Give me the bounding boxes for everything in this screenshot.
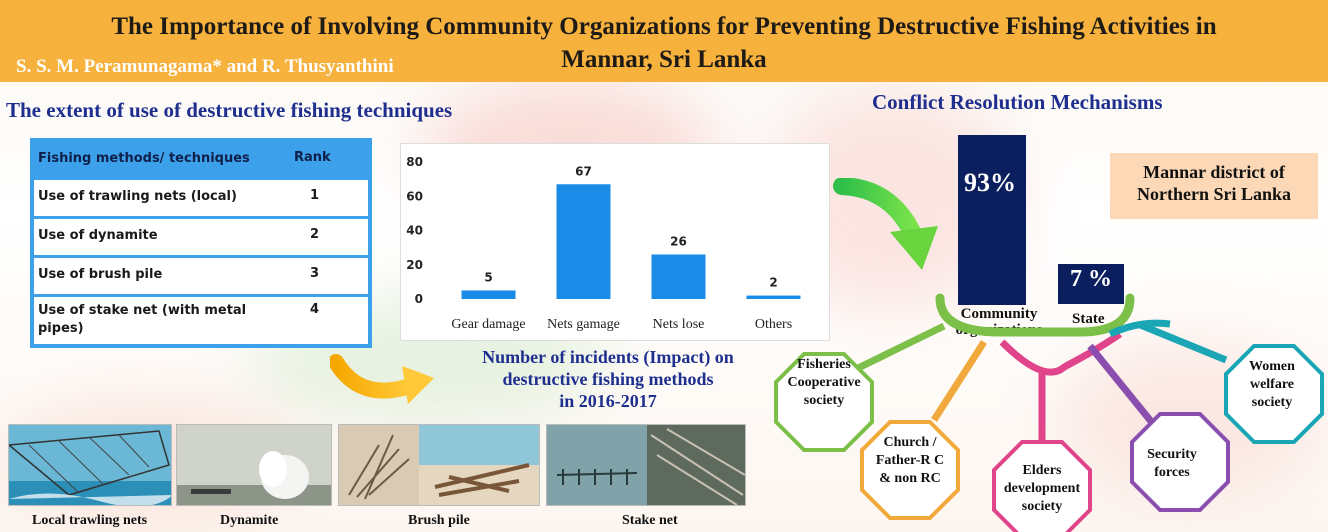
header-rank: Rank [294, 150, 331, 165]
chart-caption-line: Number of incidents (Impact) on [482, 347, 734, 367]
chart-caption [448, 346, 768, 412]
org-label-line: society [803, 393, 845, 408]
org-label-line: development [1003, 481, 1081, 496]
row-rank: 1 [310, 188, 320, 203]
y-tick-label: 20 [406, 257, 423, 272]
org-label-line: society [1021, 499, 1063, 514]
org-label-line: welfare [1249, 377, 1295, 392]
stake-net-image [547, 425, 746, 506]
curved-arrow-icon [832, 178, 952, 278]
extent-heading: The extent of use of destructive fishing techniques [6, 98, 453, 122]
org-label-line: Security [1147, 447, 1197, 462]
row-rank: 2 [310, 227, 320, 242]
bar-data-label: 26 [670, 234, 687, 249]
community-bar [958, 135, 1026, 305]
org-women-label [1222, 358, 1322, 412]
photo-caption: Stake net [622, 513, 678, 528]
org-label-line: Women [1249, 359, 1295, 374]
bar [652, 254, 706, 299]
table-row [34, 258, 368, 294]
trawling-net-image [9, 425, 172, 506]
photo-caption: Dynamite [220, 513, 279, 528]
y-tick-label: 0 [414, 292, 423, 306]
row-method: Use of trawling nets (local) [38, 189, 237, 204]
x-tick-label: Gear damage [451, 317, 526, 332]
x-tick-label: Others [754, 317, 793, 332]
org-label-line: Church / [883, 435, 937, 450]
row-rank: 3 [310, 266, 320, 281]
chart-caption-line: in 2016-2017 [559, 391, 657, 411]
district-line: Northern Sri Lanka [1136, 184, 1291, 204]
org-church-label [858, 434, 962, 488]
connector-church [934, 342, 984, 420]
state-label: State [1072, 311, 1105, 327]
rank-table [30, 138, 372, 348]
bar [462, 290, 516, 299]
photo-brush-pile [338, 424, 540, 506]
photo-caption: Brush pile [408, 513, 470, 528]
curved-arrow-icon [330, 348, 440, 408]
conflict-heading: Conflict Resolution Mechanisms [872, 90, 1163, 114]
org-label-line: & non RC [879, 471, 941, 486]
table-row [34, 219, 368, 255]
y-tick-label: 80 [406, 155, 423, 169]
row-rank: 4 [310, 302, 320, 317]
rank-table-header [34, 142, 368, 178]
title-line-1: The Importance of Involving Community Organizations for Preventing Destructive Fishing Activities in [111, 13, 1217, 40]
row-method: Use of dynamite [38, 228, 158, 243]
org-label-line: Father-R C [875, 453, 945, 468]
chart-caption-line: destructive fishing methods [502, 369, 714, 389]
row-method: Use of brush pile [38, 267, 163, 282]
photo-trawling-nets [8, 424, 172, 506]
state-percent: 7 % [1070, 266, 1112, 292]
authors: S. S. M. Peramunagama* and R. Thusyanthini [16, 56, 394, 77]
photo-stake-net [546, 424, 746, 506]
table-row [34, 297, 368, 344]
brush-pile-image [339, 425, 540, 506]
community-label: Community organizations [955, 306, 1043, 338]
org-label-line: Cooperative [787, 375, 861, 390]
bar-data-label: 67 [575, 164, 592, 179]
bar [557, 184, 611, 299]
org-security-label [1124, 446, 1220, 482]
org-label-line: society [1251, 395, 1293, 410]
header-method: Fishing methods/ techniques [38, 151, 250, 166]
org-label-line: forces [1154, 465, 1190, 480]
connector-security [1090, 346, 1158, 430]
org-label-line: Fisheries [797, 357, 851, 372]
org-label-line: Elders [1022, 463, 1062, 478]
title-line-2: Mannar, Sri Lanka [561, 46, 767, 73]
dynamite-image [177, 425, 332, 506]
connector-women [1138, 324, 1226, 360]
row-method: Use of stake net (with metal pipes) [38, 303, 247, 336]
photo-dynamite [176, 424, 332, 506]
bar-data-label: 2 [769, 275, 778, 290]
x-tick-label: Nets gamage [547, 317, 620, 332]
x-tick-label: Nets lose [652, 317, 705, 332]
district-box [1110, 153, 1318, 219]
org-fisheries-label [770, 356, 878, 410]
bar-data-label: 5 [484, 270, 493, 285]
y-tick-label: 40 [406, 223, 423, 238]
community-percent: 93% [964, 168, 1016, 197]
bracket-curve [940, 298, 1130, 332]
org-elders-label [990, 462, 1094, 516]
table-row [34, 180, 368, 216]
y-tick-label: 60 [406, 189, 423, 204]
photo-caption: Local trawling nets [32, 513, 148, 528]
district-line: Mannar district of [1143, 162, 1285, 182]
